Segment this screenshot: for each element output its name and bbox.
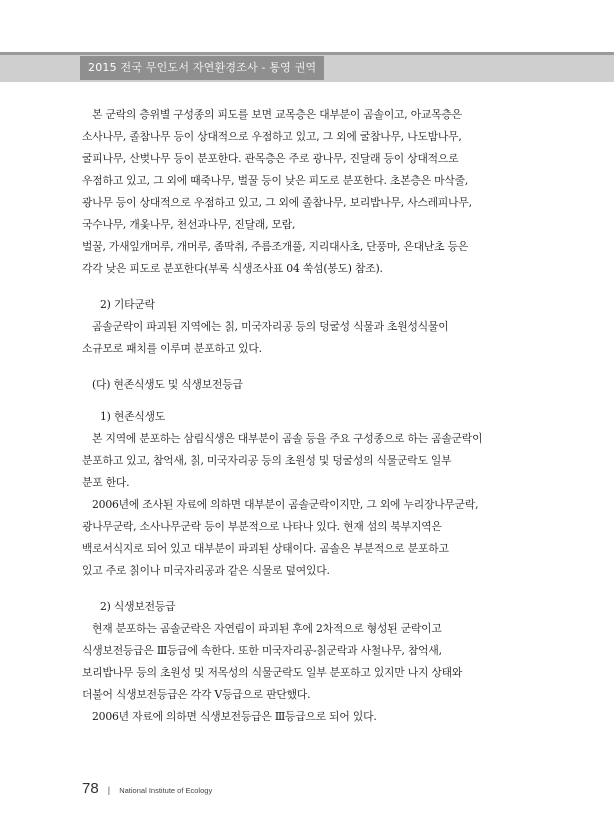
text-line: 2006년에 조사된 자료에 의하면 대부분이 곰솔군락이지만, 그 외에 누리장나무군락, (92, 498, 479, 511)
publisher-name: National Institute of Ecology (119, 786, 213, 795)
subsection-heading-conservation-grade: 2) 식생보전등급 (100, 600, 176, 613)
text-line: 더불어 식생보전등급은 각각 Ⅴ등급으로 판단했다. (82, 688, 311, 701)
text-line: 본 군락의 층위별 구성종의 피도를 보면 교목층은 대부분이 곰솔이고, 아교목층은 (92, 108, 462, 121)
section-heading-vegetation-map: (다) 현존식생도 및 식생보전등급 (92, 378, 243, 391)
text-line: 있고 주로 칡이나 미국자리공과 같은 식물로 덮여있다. (82, 564, 330, 577)
text-line: 백로서식지로 되어 있고 대부분이 파괴된 상태이다. 곰솔은 부분적으로 분포하고 (82, 542, 449, 555)
text-line: 국수나무, 개옻나무, 천선과나무, 진달래, 모람, (82, 218, 296, 231)
text-line: 분포 한다. (82, 476, 130, 489)
text-line: 현재 분포하는 곰솔군락은 자연림이 파괴된 후에 2차적으로 형성된 군락이고 (92, 622, 442, 635)
text-line: 곰솔군락이 파괴된 지역에는 칡, 미국자리공 등의 덩굴성 식물과 초원성식물이 (92, 320, 449, 333)
text-line: 보리밥나무 등의 초원성 및 저목성의 식물군락도 일부 분포하고 있지만 나지 상태와 (82, 666, 463, 679)
conservation-grade-paragraph (82, 618, 537, 706)
text-line: 굴피나무, 산벚나무 등이 분포한다. 관목층은 주로 광나무, 진달래 등이 상대적으로 (82, 152, 459, 165)
text-line: 분포하고 있고, 참억새, 칡, 미국자리공 등의 초원성 및 덩굴성의 식물군락도 일부 (82, 454, 452, 467)
text-line: 소규모로 패치를 이루며 분포하고 있다. (82, 342, 262, 355)
text-line: 벌꿀, 가새잎개머루, 개머루, 좀딱취, 주름조개풀, 지리대사초, 단풍마, 은대난초 등은 (82, 240, 469, 253)
text-line: 소사나무, 졸참나무 등이 상대적으로 우점하고 있고, 그 외에 굴참나무, 나도밤나무, (82, 130, 462, 143)
text-line: 광나무 등이 상대적으로 우점하고 있고, 그 외에 졸참나무, 보리밥나무, 사스레피나무, (82, 196, 472, 209)
text-line: 식생보전등급은 Ⅲ등급에 속한다. 또한 미국자리공-칡군락과 사철나무, 참억새, (82, 644, 442, 657)
text-line: 각각 낮은 피도로 분포한다(부록 식생조사표 04 쑥섬(봉도) 참조). (82, 262, 383, 275)
other-communities-paragraph (82, 316, 537, 360)
survey-2006-paragraph (82, 494, 537, 582)
text-line: 2006년 자료에 의하면 식생보전등급은 Ⅲ등급으로 되어 있다. (92, 710, 377, 723)
vegetation-composition-paragraph (82, 104, 537, 280)
page-number: 78 (82, 780, 99, 797)
text-line: 광나무군락, 소사나무군락 등이 부분적으로 나타나 있다. 현재 섬의 북부지역은 (82, 520, 442, 533)
subsection-heading-actual-vegetation: 1) 현존식생도 (100, 410, 166, 423)
text-line: 우점하고 있고, 그 외에 때죽나무, 벌꿀 등이 낮은 피도로 분포한다. 초본층은 마삭줄, (82, 174, 469, 187)
subsection-heading-other-communities: 2) 기타군락 (100, 298, 155, 311)
grade-2006-paragraph (82, 706, 537, 728)
footer-separator: | (107, 785, 111, 795)
page-footer (82, 777, 212, 799)
actual-vegetation-paragraph (82, 428, 537, 494)
text-line: 본 지역에 분포하는 삼림식생은 대부분이 곰솔 등을 주요 구성종으로 하는 곰솔군락이 (92, 432, 483, 445)
running-header-title: 2015 전국 무인도서 자연환경조사 - 통영 권역 (80, 56, 324, 80)
body-text (82, 104, 537, 728)
